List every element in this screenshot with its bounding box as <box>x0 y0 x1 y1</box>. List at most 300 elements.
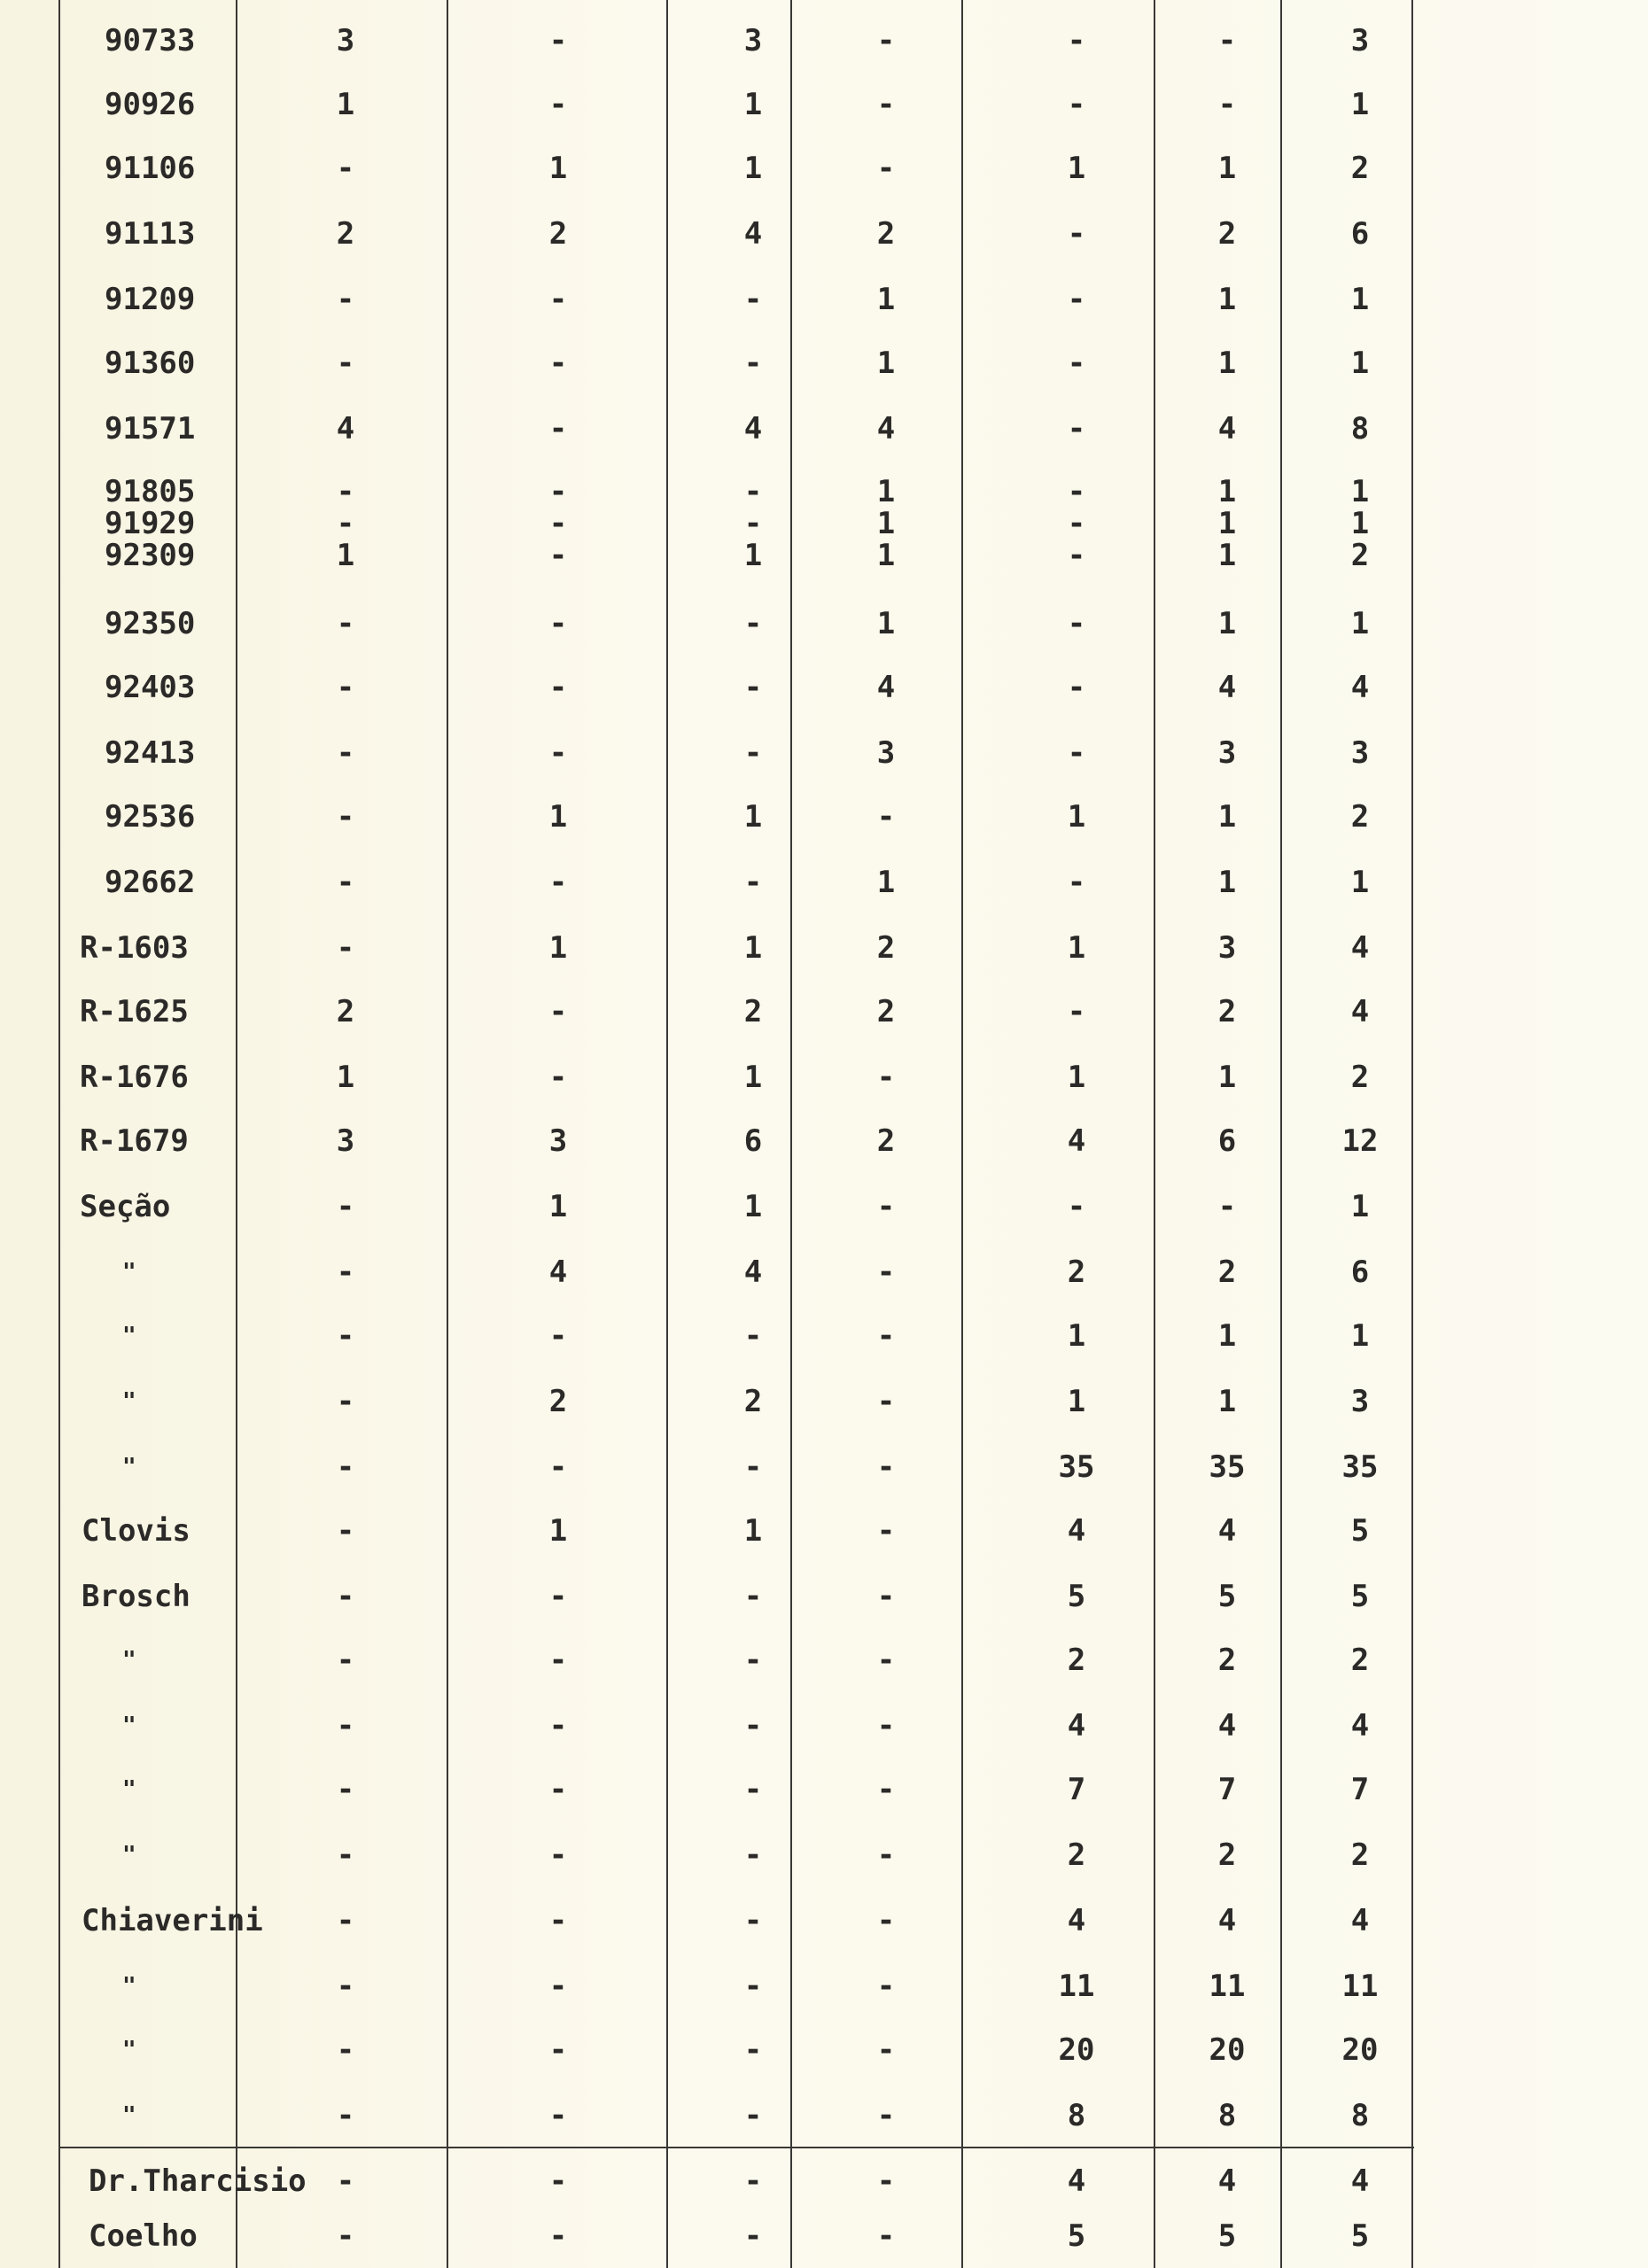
table-cell: 1 <box>1217 606 1237 641</box>
table-cell: 4 <box>1067 1513 1086 1549</box>
table-row <box>0 1628 1418 1692</box>
table-cell: - <box>548 2098 568 2133</box>
table-cell: 8 <box>1217 2098 1237 2133</box>
table-cell: 2 <box>1350 538 1370 573</box>
table-cell: 20 <box>1209 2032 1246 2068</box>
table-cell: - <box>876 1579 896 1614</box>
table-cell: 3 <box>548 1123 568 1159</box>
table-cell: - <box>1067 865 1086 900</box>
table-cell: 5 <box>1217 2218 1237 2254</box>
table-cell: - <box>743 2163 763 2199</box>
table-cell: - <box>876 1384 896 1419</box>
table-cell: - <box>1067 538 1086 573</box>
table-cell: 3 <box>1217 735 1237 771</box>
table-row <box>0 136 1418 200</box>
table-cell: 4 <box>1217 670 1237 705</box>
table-cell: 2 <box>1350 1643 1370 1678</box>
table-cell: 8 <box>1067 2098 1086 2133</box>
table-cell: - <box>743 1643 763 1678</box>
row-label: " <box>122 1323 136 1349</box>
table-cell: - <box>336 474 355 509</box>
table-cell: 1 <box>1217 1060 1237 1095</box>
row-label: " <box>122 2037 136 2063</box>
table-cell: - <box>876 2163 896 2199</box>
row-label: " <box>122 2102 136 2129</box>
table-cell: 7 <box>1350 1772 1370 1807</box>
table-cell: - <box>876 1318 896 1354</box>
table-row <box>0 1499 1418 1563</box>
table-cell: - <box>1067 506 1086 541</box>
row-label: " <box>122 1842 136 1868</box>
table-row <box>0 268 1418 331</box>
table-cell: 8 <box>1350 411 1370 447</box>
table-cell: 4 <box>1350 670 1370 705</box>
table-cell: 5 <box>1350 1513 1370 1549</box>
table-row <box>0 1370 1418 1433</box>
table-cell: - <box>548 735 568 771</box>
table-cell: 1 <box>548 799 568 835</box>
table-cell: - <box>548 2218 568 2254</box>
table-cell: - <box>743 1837 763 1873</box>
table-cell: - <box>1217 23 1237 58</box>
table-cell: 4 <box>876 411 896 447</box>
table-row <box>0 2018 1418 2082</box>
table-cell: 1 <box>876 606 896 641</box>
table-cell: 1 <box>548 930 568 966</box>
table-cell: - <box>336 282 355 317</box>
table-cell: - <box>1067 670 1086 705</box>
table-cell: - <box>743 1903 763 1938</box>
table-cell: - <box>743 346 763 381</box>
row-label: 92536 <box>105 799 196 835</box>
table-cell: - <box>876 1060 896 1095</box>
table-cell: - <box>336 735 355 771</box>
row-label: R-1676 <box>80 1060 189 1095</box>
table-cell: 1 <box>336 538 355 573</box>
row-label: " <box>122 1776 136 1803</box>
table-cell: 1 <box>743 151 763 186</box>
table-cell: 4 <box>743 411 763 447</box>
table-row <box>0 850 1418 914</box>
table-cell: 4 <box>1350 1708 1370 1744</box>
table-cell: - <box>1217 1189 1237 1224</box>
row-label: Chiaverini <box>82 1903 263 1938</box>
table-row <box>0 202 1418 266</box>
table-cell: 2 <box>1350 1837 1370 1873</box>
table-cell: 1 <box>876 474 896 509</box>
table-cell: - <box>548 346 568 381</box>
table-cell: 2 <box>1067 1837 1086 1873</box>
table-cell: 4 <box>876 670 896 705</box>
table-cell: - <box>876 1643 896 1678</box>
table-cell: - <box>548 670 568 705</box>
table-cell: - <box>1067 606 1086 641</box>
table-cell: 4 <box>1350 994 1370 1029</box>
table-cell: 2 <box>876 930 896 966</box>
table-cell: 2 <box>1217 1254 1237 1290</box>
row-label: 91929 <box>105 506 196 541</box>
table-cell: 20 <box>1058 2032 1095 2068</box>
table-cell: - <box>1067 282 1086 317</box>
table-cell: 1 <box>743 538 763 573</box>
table-cell: 1 <box>1350 1189 1370 1224</box>
row-label: " <box>122 1713 136 1739</box>
table-row <box>0 474 1418 509</box>
table-cell: - <box>336 1384 355 1419</box>
table-cell: 3 <box>1350 735 1370 771</box>
table-cell: 2 <box>336 216 355 252</box>
table-cell: 1 <box>1217 538 1237 573</box>
row-label: 91360 <box>105 346 196 381</box>
table-cell: 1 <box>1217 151 1237 186</box>
table-cell: - <box>876 1254 896 1290</box>
table-row <box>0 1175 1418 1239</box>
table-cell: - <box>876 1837 896 1873</box>
table-cell: - <box>876 1708 896 1744</box>
table-cell: 6 <box>743 1123 763 1159</box>
table-cell: - <box>548 1903 568 1938</box>
table-cell: - <box>876 1513 896 1549</box>
table-cell: 4 <box>1350 1903 1370 1938</box>
table-cell: 35 <box>1341 1449 1379 1485</box>
table-cell: 1 <box>743 930 763 966</box>
table-cell: - <box>548 1318 568 1354</box>
table-cell: 4 <box>1217 1513 1237 1549</box>
table-cell: 4 <box>1067 1708 1086 1744</box>
table-cell: 1 <box>1217 346 1237 381</box>
table-cell: 2 <box>1217 216 1237 252</box>
table-cell: - <box>548 411 568 447</box>
table-cell: - <box>548 474 568 509</box>
table-cell: 1 <box>1217 865 1237 900</box>
table-cell: 4 <box>1217 1903 1237 1938</box>
table-row <box>0 721 1418 785</box>
table-cell: - <box>336 606 355 641</box>
table-cell: 4 <box>1350 930 1370 966</box>
table-cell: 2 <box>743 994 763 1029</box>
table-cell: - <box>743 1969 763 2004</box>
table-row <box>0 1954 1418 2018</box>
row-label: 91571 <box>105 411 196 447</box>
table-cell: - <box>548 506 568 541</box>
table-cell: 1 <box>876 538 896 573</box>
table-row <box>0 1823 1418 1887</box>
table-cell: 3 <box>336 1123 355 1159</box>
table-cell: - <box>548 1708 568 1744</box>
table-cell: 1 <box>1217 1318 1237 1354</box>
row-label: Clovis <box>82 1513 190 1549</box>
row-label: " <box>122 1259 136 1285</box>
table-cell: - <box>548 606 568 641</box>
table-cell: 1 <box>876 506 896 541</box>
table-cell: 1 <box>1350 87 1370 122</box>
table-cell: - <box>336 151 355 186</box>
table-cell: - <box>548 538 568 573</box>
table-cell: - <box>548 1643 568 1678</box>
table-cell: - <box>336 930 355 966</box>
table-cell: 2 <box>1350 1060 1370 1095</box>
table-cell: - <box>1067 346 1086 381</box>
table-cell: 1 <box>1217 474 1237 509</box>
table-row <box>0 980 1418 1044</box>
table-cell: - <box>336 346 355 381</box>
table-cell: 1 <box>1067 151 1086 186</box>
table-cell: 5 <box>1350 2218 1370 2254</box>
table-row <box>0 1758 1418 1821</box>
table-cell: - <box>336 1837 355 1873</box>
table-cell: - <box>876 2098 896 2133</box>
table-cell: - <box>336 2098 355 2133</box>
table-cell: 2 <box>1350 799 1370 835</box>
row-label: 92350 <box>105 606 196 641</box>
table-cell: 4 <box>336 411 355 447</box>
row-label: 91113 <box>105 216 196 252</box>
table-cell: 3 <box>1350 1384 1370 1419</box>
table-cell: - <box>336 1772 355 1807</box>
table-cell: - <box>876 23 896 58</box>
table-cell: - <box>743 506 763 541</box>
table-cell: 6 <box>1217 1123 1237 1159</box>
table-row <box>0 1109 1418 1173</box>
table-cell: 2 <box>1217 1643 1237 1678</box>
table-cell: - <box>743 670 763 705</box>
table-cell: - <box>548 2032 568 2068</box>
table-row <box>0 9 1418 73</box>
table-cell: 1 <box>743 87 763 122</box>
table-cell: 1 <box>548 1513 568 1549</box>
table-cell: 2 <box>1350 151 1370 186</box>
table-cell: - <box>548 1837 568 1873</box>
table-cell: - <box>1067 1189 1086 1224</box>
table-cell: - <box>336 1513 355 1549</box>
table-cell: 4 <box>1217 411 1237 447</box>
table-cell: - <box>548 994 568 1029</box>
table-cell: 1 <box>1217 1384 1237 1419</box>
table-cell: - <box>743 282 763 317</box>
table-cell: 2 <box>876 1123 896 1159</box>
table-cell: - <box>743 2032 763 2068</box>
table-cell: 4 <box>1067 1903 1086 1938</box>
table-cell: 1 <box>336 1060 355 1095</box>
table-cell: 2 <box>1067 1643 1086 1678</box>
table-cell: 4 <box>1350 2163 1370 2199</box>
table-cell: 1 <box>876 282 896 317</box>
table-cell: - <box>336 1189 355 1224</box>
table-cell: 2 <box>743 1384 763 1419</box>
table-cell: - <box>1067 994 1086 1029</box>
table-cell: - <box>336 799 355 835</box>
table-cell: 4 <box>548 1254 568 1290</box>
table-row <box>0 592 1418 656</box>
table-row <box>0 916 1418 980</box>
table-cell: - <box>1067 474 1086 509</box>
table-cell: 1 <box>743 799 763 835</box>
table-cell: 4 <box>743 1254 763 1290</box>
table-cell: - <box>336 1449 355 1485</box>
table-row <box>0 73 1418 136</box>
table-row <box>0 1240 1418 1304</box>
table-cell: 35 <box>1209 1449 1246 1485</box>
table-cell: 1 <box>1350 474 1370 509</box>
table-cell: 4 <box>1067 1123 1086 1159</box>
table-cell: 3 <box>1217 930 1237 966</box>
row-label: R-1679 <box>80 1123 189 1159</box>
table-cell: - <box>336 865 355 900</box>
table-row <box>0 1565 1418 1628</box>
table-cell: - <box>336 1969 355 2004</box>
table-cell: - <box>743 1449 763 1485</box>
table-cell: 1 <box>743 1189 763 1224</box>
table-cell: - <box>336 506 355 541</box>
table-row <box>0 1889 1418 1953</box>
table-cell: - <box>336 1254 355 1290</box>
table-cell: - <box>876 87 896 122</box>
table-cell: 3 <box>876 735 896 771</box>
table-cell: 1 <box>1067 1060 1086 1095</box>
table-row <box>0 2204 1418 2268</box>
table-row <box>0 2084 1418 2148</box>
table-row <box>0 1045 1418 1109</box>
row-label: " <box>122 1647 136 1674</box>
row-label: 92413 <box>105 735 196 771</box>
table-cell: - <box>548 1060 568 1095</box>
table-cell: 1 <box>743 1060 763 1095</box>
table-cell: - <box>548 1772 568 1807</box>
table-cell: - <box>548 1969 568 2004</box>
table-cell: - <box>336 670 355 705</box>
row-label: 90733 <box>105 23 196 58</box>
table-cell: 4 <box>1217 1708 1237 1744</box>
row-label: R-1625 <box>80 994 189 1029</box>
table-cell: - <box>548 1579 568 1614</box>
row-label: R-1603 <box>80 930 189 966</box>
table-cell: 11 <box>1209 1969 1246 2004</box>
table-cell: 1 <box>876 865 896 900</box>
row-label: 92309 <box>105 538 196 573</box>
table-cell: 5 <box>1350 1579 1370 1614</box>
table-cell: 4 <box>1067 2163 1086 2199</box>
table-cell: 1 <box>1350 506 1370 541</box>
table-cell: - <box>548 2163 568 2199</box>
table-cell: 1 <box>336 87 355 122</box>
row-label: Seção <box>80 1189 171 1224</box>
table-row <box>0 506 1418 541</box>
table-cell: 8 <box>1350 2098 1370 2133</box>
table-cell: - <box>548 865 568 900</box>
table-cell: - <box>548 87 568 122</box>
table-cell: 35 <box>1058 1449 1095 1485</box>
table-cell: 3 <box>743 23 763 58</box>
table-cell: 11 <box>1341 1969 1379 2004</box>
table-cell: - <box>336 1318 355 1354</box>
table-cell: 4 <box>743 216 763 252</box>
table-cell: - <box>1067 87 1086 122</box>
table-row <box>0 1304 1418 1368</box>
table-cell: - <box>743 735 763 771</box>
table-cell: 1 <box>1217 282 1237 317</box>
table-cell: 2 <box>548 216 568 252</box>
table-cell: 2 <box>1217 994 1237 1029</box>
table-row <box>0 1694 1418 1758</box>
table-cell: 7 <box>1067 1772 1086 1807</box>
table-cell: - <box>336 2032 355 2068</box>
table-cell: 6 <box>1350 1254 1370 1290</box>
table-cell: 2 <box>876 994 896 1029</box>
table-cell: 2 <box>548 1384 568 1419</box>
table-cell: - <box>876 1449 896 1485</box>
table-cell: - <box>336 1903 355 1938</box>
table-cell: 1 <box>743 1513 763 1549</box>
table-cell: 3 <box>1350 23 1370 58</box>
table-row <box>0 540 1418 571</box>
table-cell: - <box>336 2163 355 2199</box>
table-cell: 2 <box>1217 1837 1237 1873</box>
table-cell: 1 <box>1067 1318 1086 1354</box>
table-cell: - <box>876 2032 896 2068</box>
table-cell: 1 <box>1350 1318 1370 1354</box>
row-label: 91106 <box>105 151 196 186</box>
table-cell: 1 <box>1217 506 1237 541</box>
row-label: Brosch <box>82 1579 190 1614</box>
row-label: Coelho <box>89 2218 198 2254</box>
table-cell: 6 <box>1350 216 1370 252</box>
row-label: 91209 <box>105 282 196 317</box>
table-cell: 5 <box>1067 2218 1086 2254</box>
table-cell: - <box>548 23 568 58</box>
row-label: 92403 <box>105 670 196 705</box>
table-cell: 1 <box>1067 930 1086 966</box>
table-row <box>0 785 1418 849</box>
table-cell: 1 <box>548 1189 568 1224</box>
table-cell: - <box>876 1772 896 1807</box>
table-cell: - <box>743 1579 763 1614</box>
row-label: " <box>122 1973 136 2000</box>
table-cell: - <box>876 151 896 186</box>
row-label: " <box>122 1388 136 1415</box>
table-cell: 7 <box>1217 1772 1237 1807</box>
row-label: 92662 <box>105 865 196 900</box>
table-cell: 1 <box>1067 799 1086 835</box>
table-cell: - <box>743 1318 763 1354</box>
row-label: Dr.Tharcisio <box>89 2163 307 2199</box>
table-cell: 3 <box>336 23 355 58</box>
table-cell: 1 <box>1350 606 1370 641</box>
table-row <box>0 656 1418 719</box>
table-cell: 2 <box>876 216 896 252</box>
table-cell: - <box>876 2218 896 2254</box>
table-cell: - <box>743 2218 763 2254</box>
table-cell: 1 <box>876 346 896 381</box>
table-cell: - <box>548 1449 568 1485</box>
table-cell: - <box>336 2218 355 2254</box>
table-cell: 12 <box>1341 1123 1379 1159</box>
table-cell: 4 <box>1217 2163 1237 2199</box>
table-cell: 1 <box>1067 1384 1086 1419</box>
table-cell: 2 <box>1067 1254 1086 1290</box>
table-cell: - <box>743 474 763 509</box>
table-cell: - <box>548 282 568 317</box>
table-cell: - <box>743 606 763 641</box>
table-row <box>0 397 1418 461</box>
table-cell: - <box>743 1772 763 1807</box>
table-cell: - <box>743 865 763 900</box>
table-cell: 1 <box>1217 799 1237 835</box>
table-cell: - <box>876 1903 896 1938</box>
table-cell: 2 <box>336 994 355 1029</box>
table-cell: - <box>743 1708 763 1744</box>
table-cell: 1 <box>1350 346 1370 381</box>
table-cell: - <box>1217 87 1237 122</box>
